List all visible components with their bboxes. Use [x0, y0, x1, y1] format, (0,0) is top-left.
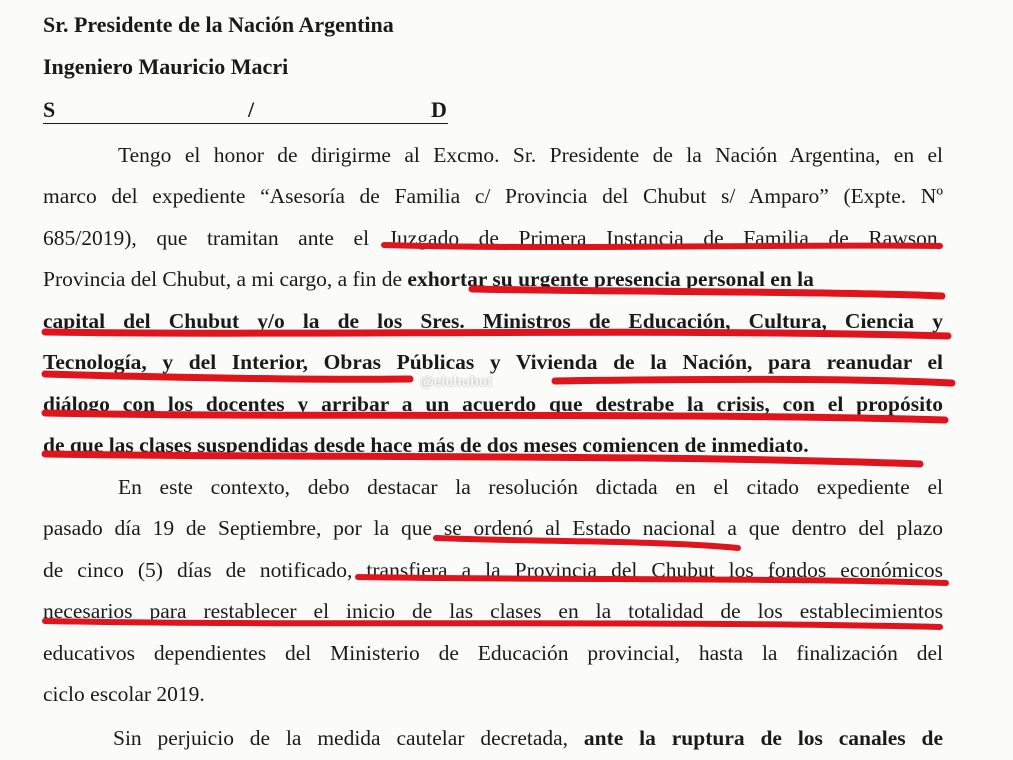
paragraph-3-line-1-bold: ante la ruptura de los canales de [583, 726, 943, 750]
sd-right: D [431, 97, 447, 122]
recipient-title: Sr. Presidente de la Nación Argentina [43, 12, 394, 37]
paragraph-3-line-1-plain: Sin perjuicio de la medida cautelar decretada, [113, 726, 584, 750]
paragraph-2-line-2: pasado día 19 de Septiembre, por la que se ordenó al Estado nacional a que dentro del plazo [43, 516, 943, 540]
paragraph-1-line-1: Tengo el honor de dirigirme al Excmo. Sr. Presidente de la Nación Argentina, en el [118, 143, 943, 167]
recipient-name: Ingeniero Mauricio Macri [43, 54, 289, 79]
paragraph-1-line-4 [43, 269, 943, 291]
paragraph-2-line-3: de cinco (5) días de notificado, transfiera a la Provincia del Chubut los fondos económicos [43, 558, 943, 582]
paragraph-1-line-2: marco del expediente “Asesoría de Familia c/ Provincia del Chubut s/ Amparo” (Expte. Nº [43, 184, 943, 208]
paragraph-2-line-1: En este contexto, debo destacar la resolución dictada en el citado expediente el [118, 475, 943, 499]
paragraph-1-line-6: Tecnología, y del Interior, Obras Públicas y Vivienda de la Nación, para reanudar el [43, 350, 943, 374]
sd-slash: / [248, 97, 255, 122]
paragraph-1-line-5: capital del Chubut y/o la de los Sres. Ministros de Educación, Cultura, Ciencia y [43, 309, 943, 333]
watermark: @elchubut [420, 373, 492, 389]
paragraph-2-line-5: educativos dependientes del Ministerio de Educación provincial, hasta la finalización del [43, 641, 943, 665]
paragraph-2-line-6: ciclo escolar 2019. [43, 682, 205, 706]
paragraph-1-line-8: de que las clases suspendidas desde hace más de dos meses comiencen de inmediato. [43, 433, 809, 457]
paragraph-3-line-1 [113, 728, 943, 750]
paragraph-1-line-4-bold: exhortar su urgente presencia personal en la [407, 267, 814, 291]
sd-left: S [43, 97, 56, 122]
paragraph-1-line-3: 685/2019), que tramitan ante el Juzgado de Primera Instancia de Familia de Rawson, [43, 226, 943, 250]
marker-line [555, 379, 952, 383]
paragraph-2-line-4: necesarios para restablecer el inicio de las clases en la totalidad de los establecimientos [43, 599, 943, 623]
paragraph-1-line-7: diálogo con los docentes y arribar a un acuerdo que destrabe la crisis, con el propósito [43, 392, 943, 416]
salutation-sd [43, 97, 448, 124]
marker-line [45, 374, 410, 379]
paragraph-1-line-4-plain: Provincia del Chubut, a mi cargo, a fin de [43, 267, 408, 291]
